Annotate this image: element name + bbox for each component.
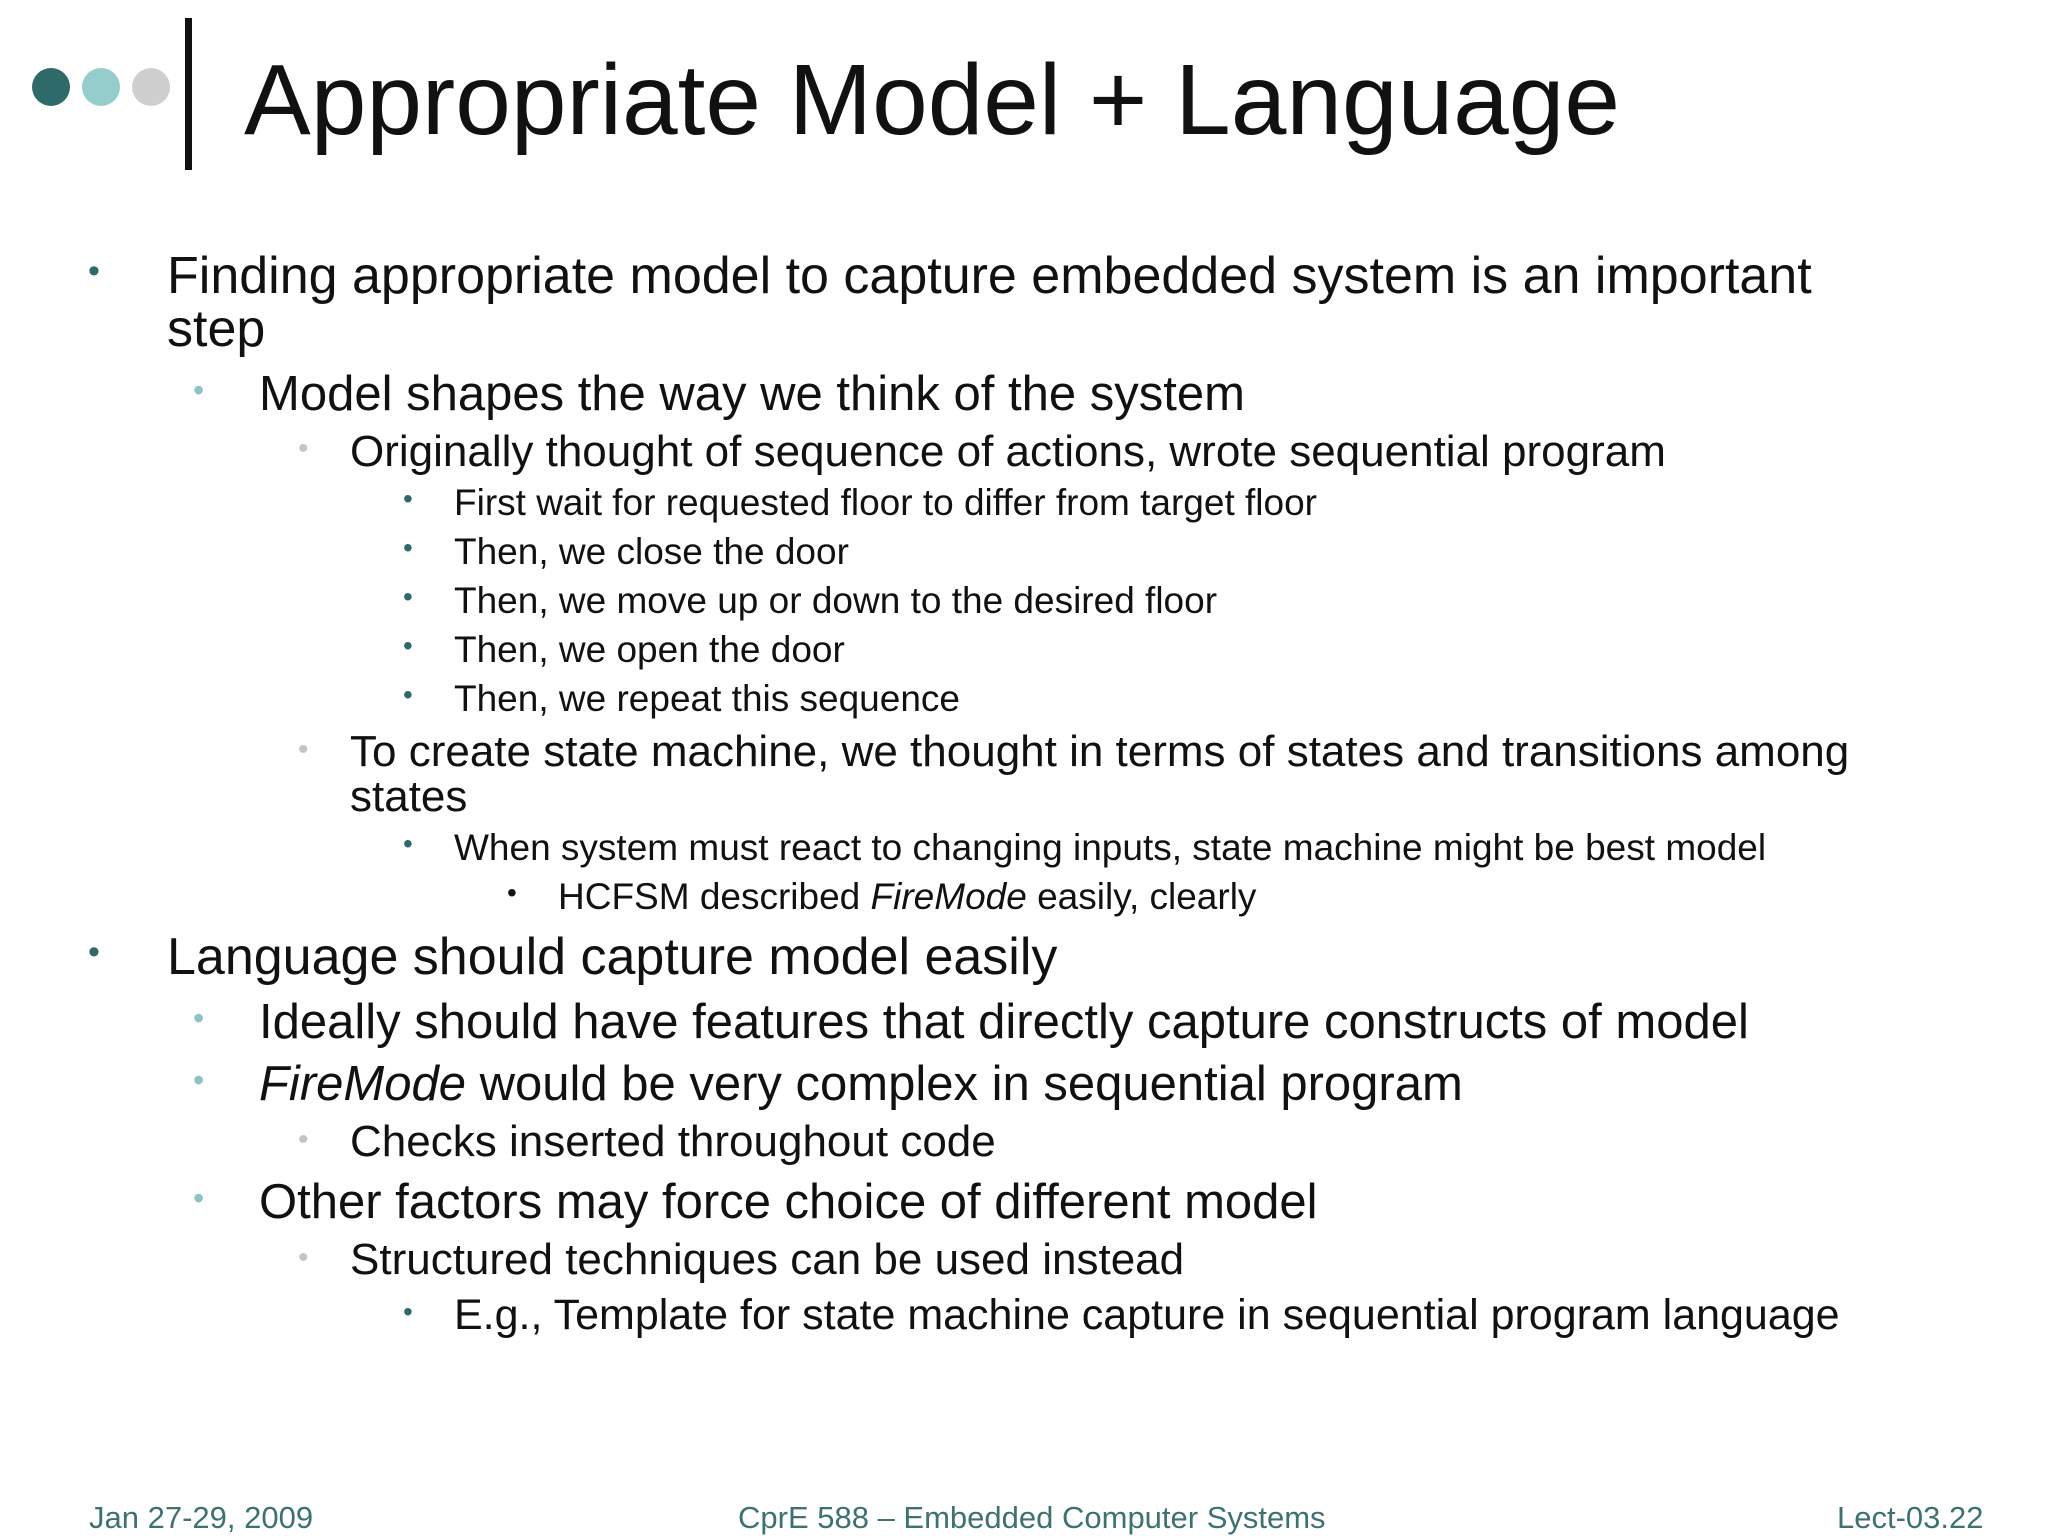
bullet-marker: • (403, 1296, 413, 1327)
bullet-marker: • (193, 1000, 205, 1036)
bullet-text: Structured techniques can be used instead (350, 1235, 1185, 1284)
bullet-text: Language should capture model easily (167, 928, 1058, 986)
bullet-text-line2: step (167, 300, 266, 358)
bullet-marker: • (193, 1062, 205, 1098)
footer-course: CprE 588 – Embedded Computer Systems (738, 1500, 1326, 1535)
bullet-marker: • (298, 432, 309, 465)
bullet-text: Originally thought of sequence of actions, wrote sequential program (350, 427, 1666, 476)
text-emphasis: FireMode (259, 1057, 466, 1111)
text-emphasis: FireMode (870, 876, 1027, 917)
text-after: would be very complex in sequential program (465, 1057, 1463, 1111)
bullet-marker: • (403, 828, 413, 859)
bullet-text: Checks inserted throughout code (350, 1117, 996, 1166)
bullet-text: First wait for requested floor to differ from target floor (454, 482, 1317, 523)
footer-date: Jan 27-29, 2009 (89, 1500, 314, 1535)
bullet-text-line2: states (350, 772, 468, 821)
bullet-text (259, 1058, 1463, 1110)
text-after: easily, clearly (1026, 876, 1257, 917)
bullet-text-line1: To create state machine, we thought in terms of states and transitions among (350, 727, 1850, 776)
bullet-text-line1: Finding appropriate model to capture embedded system is an important (167, 247, 1812, 305)
bullet-text: Model shapes the way we think of the system (259, 367, 1245, 421)
bullet-marker: • (403, 630, 413, 661)
text-before: HCFSM described (558, 876, 871, 917)
bullet-text (558, 875, 1256, 919)
bullet-marker: • (88, 933, 100, 971)
bullet-text: E.g., Template for state machine capture in sequential program language (454, 1291, 1840, 1339)
bullet-marker: • (403, 679, 413, 710)
bullet-text: Then, we move up or down to the desired floor (454, 580, 1218, 621)
bullet-marker: • (298, 733, 309, 766)
footer-lecture: Lect-03.22 (1837, 1500, 1984, 1535)
bullet-text: Ideally should have features that directly capture constructs of model (259, 995, 1749, 1049)
bullet-text: Then, we repeat this sequence (454, 678, 960, 719)
bullet-marker: • (193, 1180, 205, 1216)
bullet-text: Then, we close the door (454, 531, 849, 572)
bullet-marker: • (403, 483, 413, 514)
bullet-marker: • (403, 532, 413, 563)
bullet-text: Then, we open the door (454, 629, 845, 670)
slide-title: Appropriate Model + Language (244, 44, 1621, 156)
bullet-text: When system must react to changing inputs, state machine might be best model (454, 827, 1767, 868)
bullet-marker: • (298, 1123, 309, 1156)
bullet-marker: • (88, 252, 100, 290)
bullet-marker: • (193, 372, 205, 408)
bullet-text: Other factors may force choice of different model (259, 1175, 1318, 1229)
bullet-marker: • (507, 877, 517, 908)
bullet-marker: • (298, 1241, 309, 1274)
bullet-marker: • (403, 581, 413, 612)
